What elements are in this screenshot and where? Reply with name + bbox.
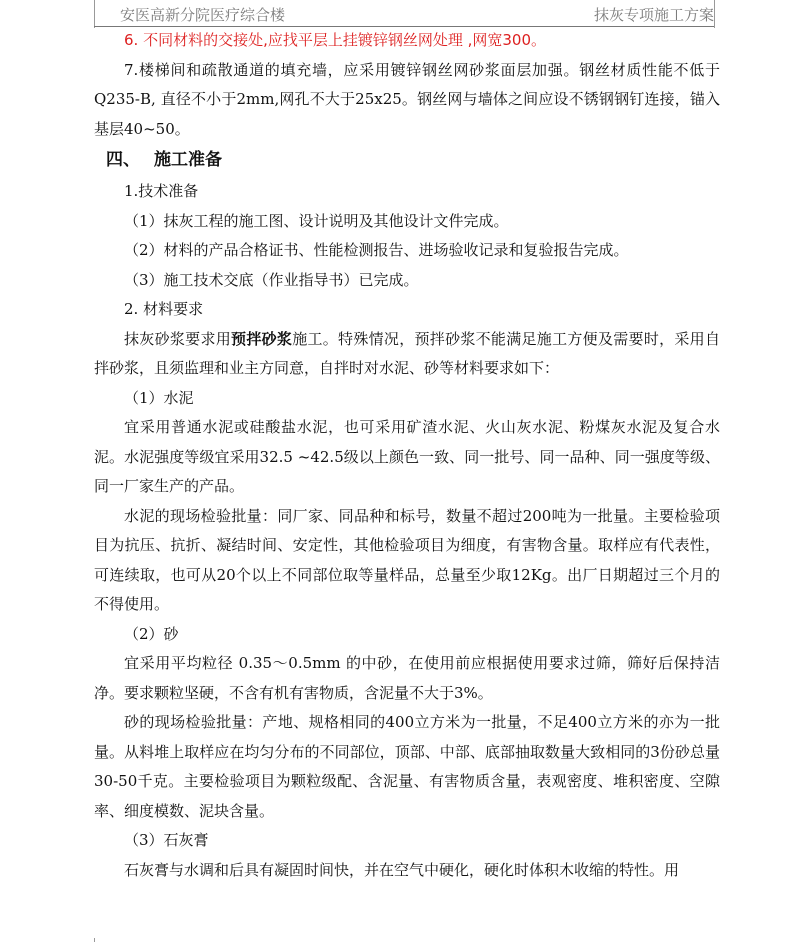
document-body <box>94 26 720 885</box>
material-intro-bold: 预拌砂浆 <box>231 329 293 348</box>
sand-paragraph-1: 宜采用平均粒径 0.35～0.5mm 的中砂，在使用前应根据使用要求过筛，筛好后保持洁净。要求颗粒坚硬，不含有机有害物质，含泥量不大于3%。 <box>94 654 720 702</box>
sand-paragraph-2: 砂的现场检验批量：产地、规格相同的400立方米为一批量，不足400立方米的亦为一批量。从料堆上取样应在均匀分布的不同部位，顶部、中部、底部抽取数量大致相同的3份砂总量30-50千克。主要检验项目为颗粒级配、含泥量、有害物质含量，表观密度、堆积密度、空隙率、细度模数、泥块含量。 <box>94 713 720 820</box>
material-intro-text-a: 抹灰砂浆要求用 <box>124 329 232 348</box>
cement-paragraph-2: 水泥的现场检验批量：同厂家、同品种和标号，数量不超过200吨为一批量。主要检验项目为抗压、抗折、凝结时间、安定性，其他检验项目为细度，有害物含量。取样应有代表性，可连续取，也可从20个以上不同部位取等量样品，总量至少取12Kg。出厂日期超过三个月的不得使用。 <box>94 506 720 613</box>
tech-item-3: （3）施工技术交底（作业指导书）已完成。 <box>124 270 419 289</box>
subsection-material-title: 2. 材料要求 <box>124 300 204 318</box>
header-project-name: 安医高新分院医疗综合楼 <box>120 6 286 24</box>
material-intro-paragraph <box>94 325 720 384</box>
page-header <box>94 0 714 27</box>
material-intro-text-b: 施工。特殊情况，预拌砂浆不能满足施工方便及需要时，采用自拌砂浆，且须监理和业主方同意，自拌时对水泥、砂等材料要求如下： <box>94 329 720 377</box>
crop-mark-bottom <box>94 938 95 942</box>
item-7-paragraph: 7.楼梯间和疏散通道的填充墙，应采用镀锌钢丝网砂浆面层加强。钢丝材质性能不低于Q235-B, 直径不小于2mm,网孔不大于25x25。钢丝网与墙体之间应设不锈钢钢钉连接，锚入基层40~50。 <box>94 60 720 138</box>
header-document-title: 抹灰专项施工方案 <box>593 6 714 24</box>
subsection-tech-title: 1.技术准备 <box>124 182 199 200</box>
section-title: 施工准备 <box>154 150 222 170</box>
lime-paragraph-1: 石灰膏与水调和后具有凝固时间快，并在空气中硬化，硬化时体积木收缩的特性。用 <box>124 860 680 879</box>
tech-item-2: （2）材料的产品合格证书、性能检测报告、进场验收记录和复验报告完成。 <box>124 241 629 259</box>
section-number: 四、 <box>106 150 140 170</box>
cement-title: （1）水泥 <box>124 388 194 407</box>
lime-title: （3）石灰膏 <box>124 831 209 849</box>
tech-item-1: （1）抹灰工程的施工图、设计说明及其他设计文件完成。 <box>124 211 509 230</box>
cement-paragraph-1: 宜采用普通水泥或硅酸盐水泥，也可采用矿渣水泥、火山灰水泥、粉煤灰水泥及复合水泥。水泥强度等级宜采用32.5 ~42.5级以上颜色一致、同一批号、同一品种、同一强度等级、同一厂家生产的产品。 <box>94 418 720 495</box>
item-6-paragraph: 6. 不同材料的交接处,应找平层上挂镀锌钢丝网处理 ,网宽300。 <box>124 31 547 49</box>
crop-mark-right <box>714 0 715 28</box>
sand-title: （2）砂 <box>124 624 179 643</box>
section-heading <box>94 144 720 177</box>
